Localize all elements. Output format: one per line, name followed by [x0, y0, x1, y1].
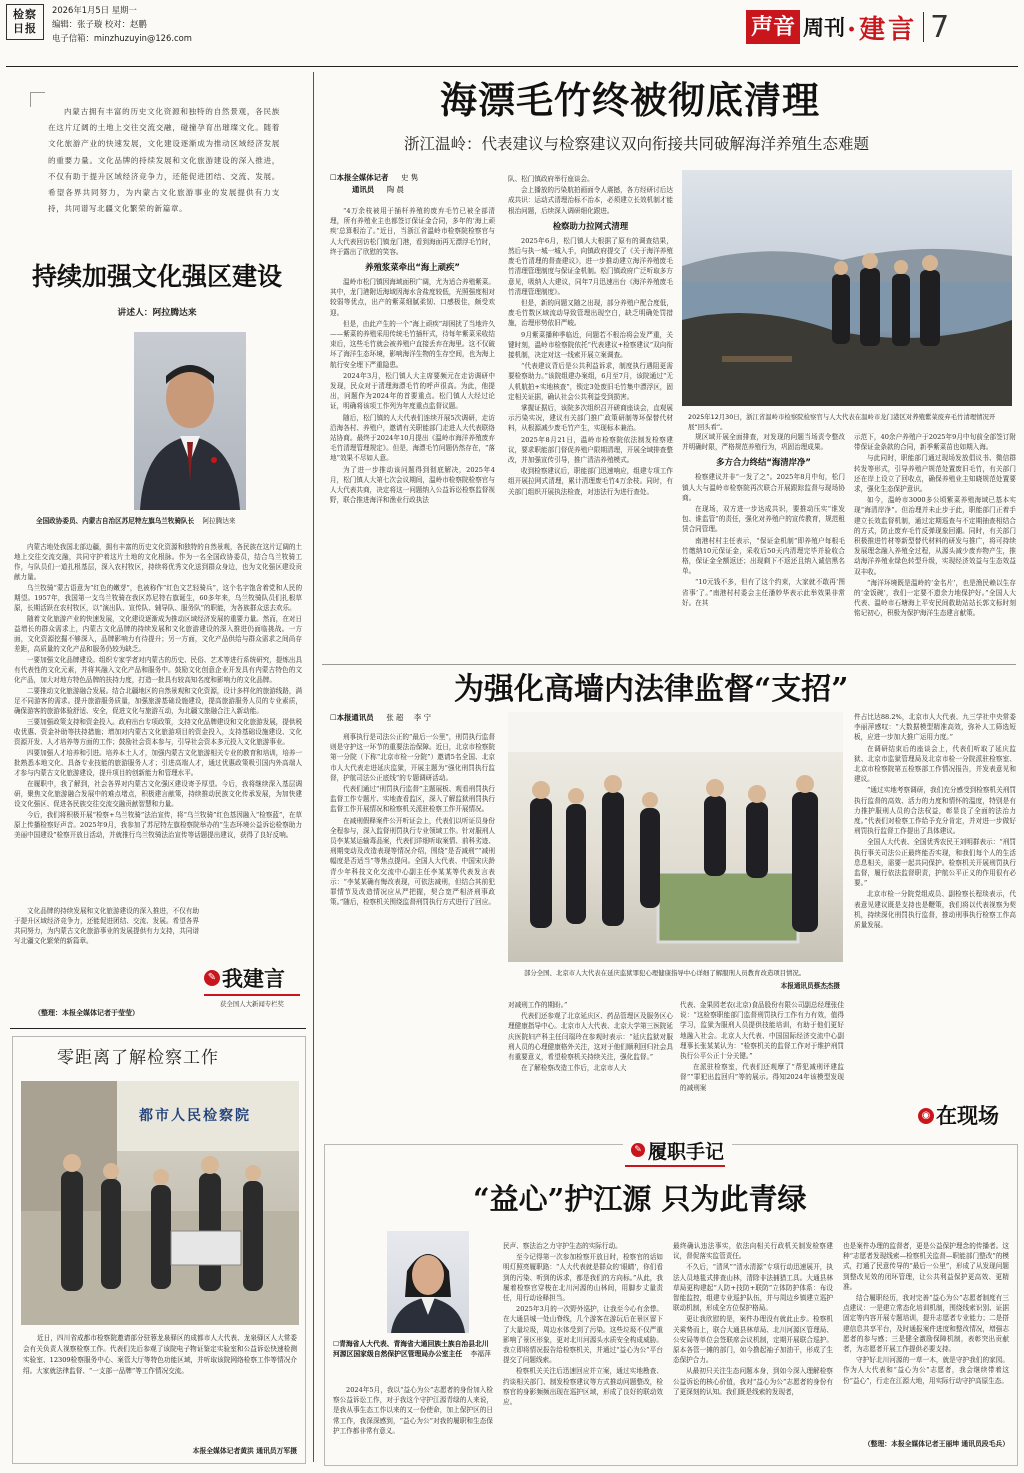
paragraph: 在了解检察改造工作后，北京市人大	[521, 1064, 627, 1073]
bottom-story-col-3	[673, 1241, 833, 1461]
intro-text: 内蒙古拥有丰富的历史文化资源和独特的自然景观，各民族在这片辽阔的土地上交往交流交融，碰撞孕育出璀璨文化。随着文化旅游产业的快速发展，文化建设逐渐成为推动区域经济发展的重要力量。文化品牌的持续发展和文化旅游建设的深入推进，不仅有助于提升区域经济竞争力，还能促进团结、交流、发展。希望各界共同努力，为内蒙古文化旅游事业的发展提供有力支持，共同谱写北疆文化繁荣的新篇章。	[48, 107, 280, 214]
prison-photo-caption-text: 部分全国、北京市人大代表在延庆监狱罪犯心理健康指导中心详细了解服刑人员教育改造项目情况。	[524, 969, 806, 977]
middle-story-byline	[330, 712, 500, 724]
byline-marker: ☐	[330, 173, 337, 182]
paragraph: “10元钱不多，但有了这个约束，大家就不敢再‘图省事’了。”南港村村委会主任潘妙华表示此举效果非常好。在其	[682, 578, 845, 607]
left-article-body	[14, 542, 302, 904]
middle-story-top-rule	[322, 664, 1016, 665]
paragraph: “代表建议背后是公共利益诉求，制度执行遇阻更需要检察助力。”该院组建办案组，6月至7月，该院通过“无人机航拍+实地核查”，锁定3处废旧毛竹集中漂浮区，固定相关证据，确认社会公共利益受到损害。	[508, 362, 673, 401]
prison-visit-illustration	[508, 712, 843, 962]
banner-red-rule	[625, 1165, 725, 1167]
paragraph: 示范下，40余户养殖户于2025年9月中旬前全部签订附带保证金条款的合同，新季紫菜苗也如期入海。	[854, 433, 1016, 452]
bottom-left-caption: 近日，四川省成都市检察院邀请部分驻蓉龙泉驿区的成都市人大代表、龙泉驿区人大常委会有关负责人视察检察工作。代表们先后参观了该院电子物证鉴定实验室和公益诉讼快速检测实验室、12309检察服务中心、案管大厅等特色功能区域，并听取该院网络检察工作等情况介绍。大家就法律监督、“一支部一品牌”等工作情况交流。	[23, 1334, 297, 1375]
page-divider	[923, 12, 924, 42]
paragraph: 文化品牌的持续发展和文化旅游建设的深入推进，不仅有助于提升区域经济竞争力，还能促进团结、交流、发展。希望各界共同努力，为内蒙古文化旅游事业的发展提供有力支持，共同谱写北疆文化繁荣的新篇章。	[14, 907, 199, 945]
paragraph: 一要加强文化品牌建设。组织专家学者对内蒙古的历史、民俗、艺术等进行系统研究，提炼出具有代表性的文化元素，并将其融入文化产品和服务中。鼓励文化创意企业开发具有内蒙古特色的文化产品，加大对地方特色品牌的扶持力度，打造一批具有较高知名度和影响力的文化品牌。	[14, 656, 302, 684]
badge-title: 我建言	[222, 966, 285, 991]
editor-credits: 编辑：张子璇 校对：赵鹏	[52, 19, 147, 29]
paragraph: 但是，新的问题又随之出现，部分养殖户配合度低，废毛竹数区域流动导致管理出现空白，缺乏明确处罚措施，治理形势依旧严峻。	[508, 299, 673, 328]
lead-paragraph: “4万余枝被用于插杆养殖的废弃毛竹已被全部清理，所有养殖业主也都签订保证金合同，多年的‘海上顽疾’总算根治了。”近日，当浙江省温岭市检察院检察官与人大代表回访松门镇龙门港，看到海面再无漂浮毛竹时，终于露出了欣慰的笑容。	[330, 207, 495, 256]
middle-story-col-3	[680, 1000, 844, 1136]
paragraph: 对减刑工作的期盼。”	[508, 1001, 568, 1009]
paragraph: 北京市检一分院党组成员、副检察长程琰表示，代表意见建议既是支持也是鞭策，我们将以代表视察为契机，持续深化刑罚执行监督，推动刑事执行检察工作高质量发展。	[854, 890, 1016, 930]
bottom-story-col-4	[843, 1241, 1009, 1437]
banner-icon: ✎	[631, 1143, 645, 1157]
paragraph: 在履职中，我了解到，社会各界对内蒙古文化强区建设寄予厚望。今后，我将继续深入基层调研，聚焦文化旅游融合发展中的难点堵点，积极建言献策，持续推动民族文化传承发展，为加快建设文化强区、促进各民族交往交流交融贡献智慧和力量。	[14, 780, 302, 808]
top-story-subtitle: 浙江温岭：代表建议与检察建议双向衔接共同破解海洋养殖生态难题	[404, 135, 870, 153]
prison-photo-credit: 本报通讯员蔡杰杰摄	[780, 982, 840, 990]
paragraph: 至今记得第一次参加检察开放日时，检察官的话如明灯照亮履职路：“人大代表就是群众的‘眼睛’，你们看到的污染、听到的诉求，都是我们的方向标。”从此，我履着检察官穿梭在北川河源的山林间，用脚步丈量责任，用行动诠释担当。	[503, 1253, 663, 1303]
issue-date: 2026年1月5日 星期一	[52, 5, 137, 15]
portrait-illustration	[134, 332, 246, 510]
paragraph: 结合履职经历，我对完善“益心为公”志愿者制度有三点建议：一是建立常态化培训机制，围绕线索识别、证据固定等内容开展专题培训，提升志愿者专业能力；二是搭建信息共享平台，及时通报案件进度和整改情况，增强志愿者的参与感；三是健全激励保障机制，表彰突出贡献者，为志愿者开展工作提供必要支持。	[843, 1294, 1009, 1354]
intro-quote-box	[30, 92, 282, 222]
coastline-photo-caption: 2025年12月30日，浙江省温岭市检察院检察官与人大代表在温岭市龙门港区对养殖紫菜废弃毛竹清理情况开展“回头看”。	[688, 413, 996, 431]
paragraph: 全国人大代表、全国优秀农民王刘明群表示：“刑罚执行事关司法公正最终能否实现，和我们每个人的生活息息相关，需要一起共同保护。检察机关开展刑罚执行监督，履行依法监督职责，护航公平正义的作用很有必要。”	[854, 838, 1016, 888]
portrait-caption	[36, 516, 286, 526]
badge-icon: ✎	[204, 970, 220, 986]
newspaper-logo	[6, 4, 44, 40]
paragraph: 2025年8月21日，温岭市检察院依法制发检察建议，要求职能部门督促养殖户限期清理，开展全域排查整改，并加强宣传引导，推广清洁养殖模式。	[508, 435, 673, 465]
paragraph: 四要加强人才培养和引进。培养本土人才，加强内蒙古文化旅游相关专业的教育和培训，培养一批熟悉本地文化、具备专业技能的旅游服务人才；引进高端人才，通过优惠政策吸引国内外高端人才参与内蒙古文化旅游建设，提升项目的创新能力和管理水平。	[14, 749, 302, 777]
paragraph: 也是案件办理的监督者，更是公益保护理念的传播者。这种“志愿者发现线索—检察机关监督—职能部门整改”的模式，打通了民意传导的“最后一公里”，形成了从发现问题到整改见效的闭环管理，让公共利益保护更高效、更精准。	[843, 1242, 1009, 1291]
author-portrait	[387, 1231, 469, 1333]
byline-label-1: 本报全媒体记者	[336, 173, 389, 182]
top-story-col-4	[854, 432, 1016, 652]
paragraph: 但是，由此产生的一个“海上顽疾”却困扰了当地许久——紫菜的养殖采用传统毛竹插杆式，待每年紫菜采收结束后，这些毛竹就会被养殖户直接丢弃在海里。这不仅破坏了海洋生态环境，影响海洋生物的生存空间，也为海上航行安全埋下严重隐患。	[330, 319, 495, 369]
paragraph: 民声、察法治之力守护生态的实际行动。	[503, 1242, 622, 1250]
quote-bracket	[30, 92, 45, 107]
paragraph: 更让我欣慰的是，案件办理没有就此止步。检察机关乘势而上，联合大通县林草局、北川河源区管理局、公安局等单位会签联席会议机制，定期开展联合巡护。原本各管一摊的部门，如今撸起袖子加油干，形成了生态保护合力。	[673, 1315, 833, 1365]
byline-marker: ☐	[333, 1340, 340, 1348]
paragraph: 三要加强政策支持和资金投入。政府出台专项政策，支持文化品牌建设和文化旅游发展，提供税收优惠、资金补助等扶持措施；增加对内蒙古文化旅游项目的资金投入，支持基础设施建设、文化资源开发、人才培养等方面的工作；鼓励社会资本参与，引导社会资本多元投入文化旅游事业。	[14, 718, 302, 746]
masthead-rule	[6, 66, 1018, 67]
paragraph: 温岭市松门镇因海域面积广阔，尤为适合养殖紫菜。其中，龙门港附近海域因海水含盐度较低，光照强度相对较弱等优点，出产的紫菜细腻柔韧、口感极佳，颇受欢迎。	[330, 278, 495, 317]
paragraph: 代表们通过“刑罚执行监督”主题展板、观看刑罚执行监督工作专题片、实地查看监区，深入了解监狱刑罚执行监督工作开展情况和检察机关派驻检察工作开展情况。	[330, 785, 495, 814]
paragraph: 从最初只关注生态问题本身，到如今深入理解检察公益诉讼的核心价值，我对“益心为公”志愿者的身份有了更深刻的认知。我们既是线索的发现者，	[673, 1367, 833, 1396]
paragraph: 2024年5月，我以“益心为公”志愿者的身份加入检察公益诉讼工作，对于我这个守护江源青绿的人来说，是我从事生态工作以来的又一份使命，加上保护区的日常工作，我深深感到，“益心为公”对我的履职和生态保护工作都非常有意义。	[333, 1386, 493, 1435]
byline-name-1: 史 隽	[400, 173, 419, 182]
paragraph: 在调研结束后的座谈会上，代表们听取了延庆监狱、北京市监狱管理局及北京市检一分院派驻检察室、北京市检察院第五检察部工作情况报告，并发表意见和建议。	[854, 744, 1016, 784]
on-site-badge	[918, 1100, 1016, 1134]
left-article-speaker: 讲述人：阿拉腾达来	[117, 308, 197, 318]
paragraph: 代表、金果园老农(北京)食品股份有限公司副总经理张佳说：“这检察职能部门监督刑罚执行工作有力有效，值得学习，监狱为服刑人员提供技能培训，有助于他们更好地融入社会。北京人大代表、中国国际经济交流中心副理事长张某某认为：“检察机关的监督工作对于维护刑罚执行公平公正十分关键。”	[680, 1001, 844, 1061]
paragraph: 收到检察建议后，职能部门迅速响应，组建专项工作组开展拉网式清理，累计清理废毛竹4万余枝。同时，有关部门组织开展执法检查，对违法行为进行查处。	[508, 467, 673, 496]
left-bottom-rule	[10, 1028, 306, 1029]
left-article-title: 持续加强文化强区建设	[31, 262, 282, 291]
author-caption	[333, 1339, 493, 1360]
court-sign: 都市人民检察院	[139, 1108, 251, 1124]
author-name: 李福萍	[470, 1350, 491, 1359]
paragraph: 代表们还参观了北京延庆区、药品管理区及服务区心理健康指导中心。北京市人大代表、北京大学第三医院延庆医院妇产科主任闫瑞玲在参观时表示：“延庆监狱对服刑人员的心理健康格外关注，这对于他们顺利回归社会具有重要意义，希望检察机关持续关注，强化监督。”	[508, 1012, 673, 1062]
paragraph: 随着文化旅游产业的快速发展，文化建设逐渐成为推动区域经济发展的重要力量。然而，在对日益增长的群众需求上，内蒙古文化品牌的持续发展和文化旅游建设的深入推进仍面临挑战。一方面，文化资源挖掘不够深入，品牌影响力有待提升；另一方面，文化产品供给与群众需求之间尚存差距，高质量的文化产品和服务仍较为缺乏。	[14, 615, 302, 653]
subheading-1: 养殖浆菜牵出“海上顽疾”	[365, 262, 460, 273]
left-article-closing	[14, 906, 199, 982]
bottom-story-box	[324, 1140, 1018, 1466]
banner-title: 履职手记	[648, 1140, 725, 1163]
paragraph: 2024年3月，松门镇人大主席要频元在走访调研中发现，民众对于清理海漂毛竹的呼声很高。为此，他提出，问题作为2024年的首要重点。松门镇人大经过论证，明确将该项工作列为年度重点监督议题。	[330, 371, 495, 411]
paragraph: 今后，我们将积极开展“检察+乌兰牧骑”法治宣传，将“乌兰牧骑”红色基因融入“检察蓝”，在草原上传播检察好声音。2025年9月，我参加了苏尼特左旗检察院举办的“生态环境公益诉讼检察助力美丽中国建设”检察开放日活动，并就推行乌兰牧骑法治宣传等话题提出建议，获得了良好反响。	[14, 811, 302, 839]
top-story-title: 海漂毛竹终被彻底清理	[440, 78, 820, 122]
masthead	[0, 0, 1024, 62]
paragraph: 件占比达88.2%，北京市人大代表、九三学社中央常委李丽萍感叹：“大数据模型精准高效，弥补人工筛选短板，应进一步加大推广运用力度。”	[854, 713, 1016, 742]
paragraph: 2025年6月，松门镇人大根据了原有的调查结果，然后与执一城一城入手，向镇政府提交了《关于海洋养殖废毛竹清理的督查建议》，进一步推动建立海洋养殖废毛竹清理管理制度与保证金机制。松门镇政府广泛听取多方意见，吸纳人大建议，同年7月迅速出台《海洋养殖废毛竹清理管理制度》。	[508, 236, 673, 296]
section-weekly: 周刊	[803, 15, 846, 40]
bottom-story-title: “益心”护江源 只为此青绿	[473, 1182, 807, 1216]
subheading-2: 检察助力拉网式清理	[552, 220, 629, 231]
paragraph: 乌兰牧骑“蒙古语意为“红色的嫩芽”，也被称作“红色文艺轻骑兵”，这个名字饱含着党和人民的期望。1957年，我国第一支乌兰牧骑在我区苏尼特右旗诞生，60多年来，乌兰牧骑队员们扎根草原，长期活跃在农村牧区，以“演出队、宣传队、辅导队、服务队”的职能，为各族群众送去欢乐。	[14, 584, 302, 612]
paragraph: 2025年3月的一次野外巡护，让我至今心有余悸。在大通县城一处山脊线，几个游客在游玩后在景区留下了大量垃圾，周边水体受到了污染。这些垃圾不仅严重影响了景区形象，更对北川河源头水质安全构成威胁。我立即将情况报告给检察机关，并通过“益心为公”平台提交了问题线索。	[503, 1305, 663, 1365]
paragraph: 如今，温岭市3000多公顷紫菜养殖海域已基本实现“海清岸净”。但治理并未止步于此，职能部门正着手建立长效监督机制，通过定期巡查与不定期抽查相结合的方式，防止废弃毛竹反弹现象回潮。同时，有关部门积极推进竹材等新型替代材料的研发与推广，将可持续发展理念融入养殖全过程，从源头减少废弃物产生，推动海洋养殖业绿色转型升级，实现经济效益与生态效益双丰收。	[854, 496, 1016, 576]
on-site-icon: ◉	[918, 1108, 934, 1124]
middle-story-col-2	[508, 1000, 673, 1136]
section-voice-badge: 声音	[746, 10, 800, 44]
paragraph: 队、松门镇政府举行座谈会。	[508, 175, 594, 183]
editor-email: 电子信箱：minzhuzuyin@126.com	[52, 33, 192, 43]
bottom-left-credit: 本报全媒体记者黄洪 通讯员万军摄	[192, 1447, 297, 1455]
prison-visit-photo	[508, 712, 843, 962]
inspection-visit-photo	[21, 1081, 299, 1325]
left-article-editor-note: （整理：本报全媒体记者于莹莹）	[34, 1009, 139, 1017]
bottom-left-title: 零距离了解检察工作	[57, 1048, 219, 1068]
jianyan-badge	[204, 966, 302, 1022]
author-illustration	[387, 1231, 469, 1333]
paragraph: 内蒙古地处我国北部边疆，拥有丰富的历史文化资源和独特的自然景观，各民族在这片辽阔的土地上交往交流交融，共同守护着这片土地的文化根脉。作为一名全国政协委员，结合乌兰牧骑工作，与队员们一道扎根基层，深入农村牧区，持续将优秀文化送到群众身边，也为文化强区建设贡献力量。	[14, 543, 302, 581]
paragraph: 最终确认违法事实，依法向相关行政机关制发检察建议，督促落实监管责任。	[673, 1242, 833, 1261]
bottom-left-box	[12, 1036, 306, 1464]
paragraph: 9月紫菜播种季临近，问题若不根治将会发严重，关键时刻，温岭市检察院依托“代表建议+检察建议”双向衔接机制，决定对这一线索开展立案调查。	[508, 330, 673, 360]
middle-story-col-1	[330, 732, 495, 1132]
paragraph: 刑事执行是司法公正的“最后一公里”，刑罚执行监督则是守护这一环节的重要法治保障。近日，北京市检察院第一分院（下称“北京市检一分院”）邀请5名全国、北京市人大代表走进延庆监狱，开展主题为“强化刑罚执行监督，护航司法公正底线”的专题调研活动。	[330, 733, 495, 782]
paragraph: 随后，松门镇的人大代表们连续开展5次调研，走访沿海各村、养殖户，邀请有关职能部门走进人大代表联络站协商。最终于2024年10月提出《温岭市海洋养殖废弃毛竹清理管理规定》。但是，海漂毛竹问题仍然存在，“落地”效果不尽如人意。	[330, 413, 495, 463]
paragraph: 二要推动文化旅游融合发展。结合北疆地区的自然景观和文化资源，设计多样化的旅游线路，满足不同游客的需求。提升旅游服务质量，加强旅游基础设施建设，提高旅游服务人员的专业素质，确保游客的旅游体验舒适、安全，促进文化与旅游互动，为北疆文旅融合注入新动能。	[14, 687, 302, 715]
bottom-story-col-1	[333, 1385, 493, 1461]
logo-text: 检察日报	[13, 8, 37, 35]
paragraph: “海洋环境既是温岭的‘金名片’，也是渔民赖以生存的‘金饭碗’，我们一定要不遗余力地保护好。”全国人大代表、温岭市石塘海上平安民间救助站站长郭文标时刻铭记初心，积极为保护海洋生态建言献策。	[854, 578, 1016, 618]
byline-label-2: 通讯员	[352, 185, 375, 194]
paragraph: 在现场，双方进一步达成共识，要推动压实“谁发包、谁监管”的责任，强化对养殖户的宣传教育，规范租赁合同管理。	[682, 505, 845, 534]
portrait-caption-name: 阿拉腾达来	[202, 517, 236, 525]
author-title: 青海省人大代表、青海省大通回族土族自治县北川河源区国家级自然保护区管理局办公室主任	[333, 1340, 489, 1359]
middle-story-col-4	[854, 712, 1016, 1098]
duty-notes-banner	[623, 1137, 732, 1163]
paragraph: 在减刑假释案件公开听证会上，代表们以听证员身份全程参与，深入监督刑罚执行专业领域工作。针对服刑人员李某某运输毒品案，代表们详细听取案情、前科劣迹、刑期变动及改造表现等情况介绍，围绕“是否减刑”“减刑幅度是否适当”等焦点提问。全国人大代表、中国宋庆龄青少年科技文化交流中心副主任李某某等代表发言表示：“李某某确有悔改表现，可依法减刑，但结合其前犯罪情节及改造情况应从严把握，契合宽严相济刑事政策。”随后，检察机关围绕监督刑罚执行方式进行了回应。	[330, 816, 495, 907]
badge-subtitle: 获全国人大新闻专栏奖	[220, 1000, 284, 1008]
bottom-story-col-2	[503, 1241, 663, 1461]
subheading-3: 多方合力终结“海清岸净”	[716, 457, 811, 468]
left-column-divider	[313, 72, 314, 1462]
coastline-illustration	[682, 170, 1012, 406]
byline-marker: ☐	[330, 713, 337, 722]
speaker-portrait	[134, 332, 246, 510]
portrait-caption-title: 全国政协委员、内蒙古自治区苏尼特左旗乌兰牧骑队长	[36, 517, 195, 525]
byline-name-2: 陶 晨	[386, 185, 404, 194]
page-number: 7	[930, 9, 950, 45]
byline-name-2: 李 宁	[413, 713, 432, 722]
bottom-story-editor-note: （整理：本报全媒体记者王丽坤 通讯员段毛兵）	[863, 1440, 1009, 1448]
coastline-inspection-photo	[682, 170, 1012, 406]
middle-story-title: 为强化高墙内法律监督“支招”	[454, 672, 849, 707]
paragraph: 检察建议并非“一发了之”。2025年8月中旬，松门镇人大与温岭市检察院再次联合开展跟踪监督与现场协商。	[682, 473, 845, 502]
paragraph: 不久后，“清风”“清水清源”专项行动迅速展开，执法人员地毯式排查山林，清除非法捕猎工具。大通县林草局更构建起“人防+技防+联防”立体防护体系：布设智能监控，组建专业巡护队伍，并与周边乡镇建立巡护联动机制，形成全方位保护格局。	[673, 1263, 833, 1313]
paragraph: “通过实地考察调研，我们充分感受到检察机关刑罚执行监督的高效、活力的力度和情怀的温度，特别是有力推护服刑人员的合法权益，彰显良了全面的法治力度。”代表们对检察工作给予充分肯定，并对进一步做好刑罚执行监督工作提出了具体建议。	[854, 786, 1016, 836]
top-story-col-2	[508, 174, 673, 652]
top-story-col-1	[330, 206, 495, 652]
paragraph: 在派驻检察室，代表们还观摩了“帮犯减刑评建监督”“罪犯出监回归”等的展示。得知2024年该模型发现的减刑案	[680, 1063, 844, 1092]
byline-label: 本报通讯员	[336, 713, 374, 722]
badge-underline	[204, 994, 300, 996]
section-header	[746, 8, 949, 46]
paragraph: 掌握证据后，该院多次组织召开磋商座谈会，直观展示污染实况，建议有关部门推广政策研制等环保替代材料，从根源减少废毛竹产生，实现标本兼治。	[508, 404, 673, 433]
byline-name-1: 张 超	[386, 713, 404, 722]
on-site-title: 在现场	[936, 1103, 999, 1128]
prison-photo-caption	[510, 968, 840, 978]
paragraph: 南港村村主任表示，“保证金机制”即养殖户每根毛竹缴纳10元保证金，采收后50天内清理完毕并验收合格，保证金全额返还；出现剩下不返还且纳入诚信黑名单。	[682, 536, 845, 576]
top-story-col-3	[682, 432, 845, 652]
paragraph: 检察机关关注后迅速回应并立案，通过实地勘查、约谈相关部门、制发检察建议等方式推动问题整改，检察官的身影频频出现在巡护区域，形成了良好的联动效应。	[503, 1367, 663, 1407]
paragraph: 为了进一步推动该问题得到彻底解决，2025年4月，松门镇人大第七次会议期间，温岭市检察院检察官与人大代表共商，决定将这一问题纳入公益诉讼检察监督视野，联合推进海洋和渔业行政执法	[330, 465, 495, 505]
paragraph: 守护好北川河源的一草一木，就是守护我们的家园。作为人大代表和“益心为公”志愿者，我会继续带着这份“益心”，行走在江源大地，用实际行动守护高原生态。	[843, 1356, 1009, 1385]
paragraph: 规区域开展全面排查，对发现的问题当场责令整改并明确时限，严格规范养殖行为，巩固治理成果。	[682, 433, 845, 452]
top-story-byline	[330, 172, 500, 196]
paragraph: 与此同时，职能部门通过现场发放倡议书、微信群转发等形式，引导养殖户规范处置废旧毛竹，有关部门还在岸上设立了回收点，确保养殖业主知晓规范处置要求，强化生态保护意识。	[854, 454, 1016, 494]
section-name: ·建言	[847, 14, 918, 45]
paragraph: 会上播放的污染航拍画面令人震撼，各方经研讨后达成共识：运动式清理治标不治本，必须建立长效机制才能根治问题，后续深入调研细化跟进。	[508, 186, 673, 215]
